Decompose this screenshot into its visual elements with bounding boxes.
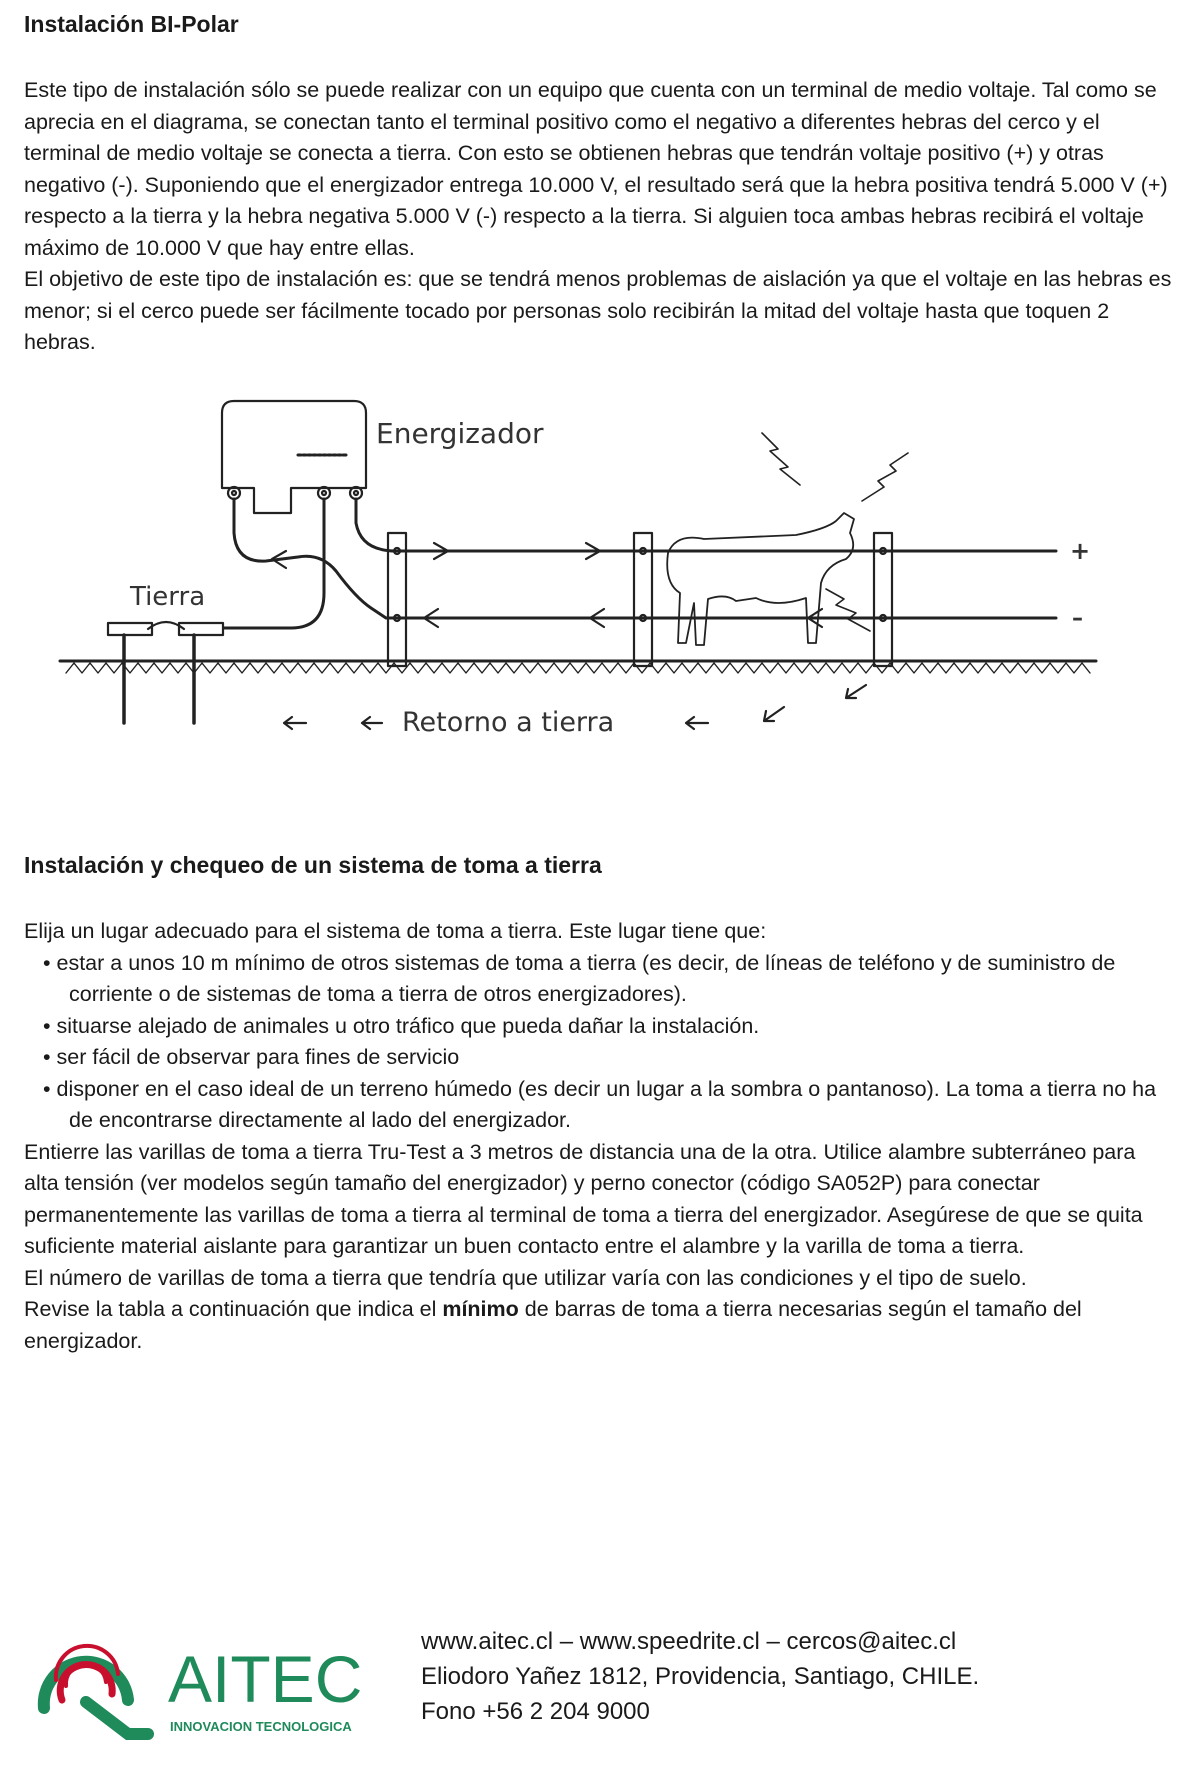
section-title-bipolar: Instalación BI-Polar bbox=[24, 11, 239, 37]
cow-icon bbox=[667, 513, 854, 645]
paragraph: Entierre las varillas de toma a tierra Tru-Test a 3 metros de distancia una de la otra. Utilice alambre subterráneo para alta tensión (ver modelos según tamaño del energizador) y perno conector (código SA052P) para conectar permanentemente las varillas de toma a tierra al terminal de toma a tierra del energizador. Asegúrese de que se quita suficiente material aislante para garantizar un buen contacto entre el alambre y la varilla de toma a tierra. bbox=[24, 1139, 1143, 1258]
intro-paragraph: Elija un lugar adecuado para el sistema de toma a tierra. Este lugar tiene que: bbox=[24, 919, 767, 943]
paragraph: El objetivo de este tipo de instalación es: que se tendrá menos problemas de aislación ya que el voltaje en las hebras es menor; si el cerco puede ser fácilmente tocado por personas solo recibirán la mitad del voltaje hasta que toquen 2 hebras. bbox=[24, 267, 1172, 354]
plus-label: + bbox=[1070, 537, 1091, 565]
footer-contact bbox=[421, 1624, 979, 1729]
energizer-label: Energizador bbox=[376, 417, 544, 450]
paragraph: Este tipo de instalación sólo se puede realizar con un equipo que cuenta con un terminal de medio voltaje. Tal como se aprecia en el diagrama, se conectan tanto el terminal positivo como el negativo a diferentes hebras del cerco y el terminal de medio voltaje se conecta a tierra. Con esto se obtienen hebras que tendrán voltaje positivo (+) y otras negativo (-). Suponiendo que el energizador entrega 10.000 V, el resultado será que la hebra positiva tendrá 5.000 V (+) respecto a la tierra y la hebra negativa 5.000 V (-) respecto a la tierra. Si alguien toca ambas hebras recibirá el voltaje máximo de 10.000 V que hay entre ellas. bbox=[24, 78, 1168, 260]
list-item: • ser fácil de observar para fines de servicio bbox=[43, 1045, 460, 1069]
energizer-box bbox=[222, 401, 366, 513]
section-bipolar-body bbox=[24, 75, 1174, 359]
footer-address: Eliodoro Yañez 1812, Providencia, Santiago, CHILE. bbox=[421, 1663, 980, 1690]
footer-web-email[interactable]: www.aitec.cl – www.speedrite.cl – cercos@aitec.cl bbox=[421, 1628, 957, 1655]
footer-phone: Fono +56 2 204 9000 bbox=[421, 1698, 650, 1725]
list-item: • situarse alejado de animales u otro tráfico que pueda dañar la instalación. bbox=[43, 1013, 760, 1038]
emphasis-minimo: mínimo bbox=[442, 1297, 519, 1321]
paragraph: El número de varillas de toma a tierra que tendría que utilizar varía con las condiciones y el tipo de suelo. bbox=[24, 1265, 1027, 1290]
text-span: de barras de toma a tierra necesarias según el tamaño del energizador. bbox=[24, 1297, 1082, 1353]
return-label: Retorno a tierra bbox=[402, 707, 615, 738]
aitec-logo bbox=[26, 1630, 376, 1740]
section-grounding-body bbox=[24, 916, 1174, 1357]
minus-label: – bbox=[1072, 606, 1083, 631]
paragraph bbox=[24, 1294, 1174, 1357]
section-title-grounding: Instalación y chequeo de un sistema de toma a tierra bbox=[24, 852, 602, 878]
list-item: • estar a unos 10 m mínimo de otros sistemas de toma a tierra (es decir, de líneas de teléfono y de suministro de corriente o de sistemas de toma a tierra de otros energizadores). bbox=[43, 950, 1116, 1006]
logo-subtitle: INNOVACION TECNOLOGICA bbox=[170, 1719, 352, 1734]
text-span: Revise la tabla a continuación que indica el bbox=[24, 1297, 443, 1321]
list-item: • disponer en el caso ideal de un terreno húmedo (es decir un lugar a la sombra o pantanoso). La toma a tierra no ha de encontrarse directamente al lado del energizador. bbox=[43, 1076, 1157, 1132]
ground-label: Tierra bbox=[130, 582, 206, 612]
bipolar-fence-diagram bbox=[36, 393, 1156, 773]
logo-wordmark: AITEC bbox=[168, 1642, 363, 1716]
